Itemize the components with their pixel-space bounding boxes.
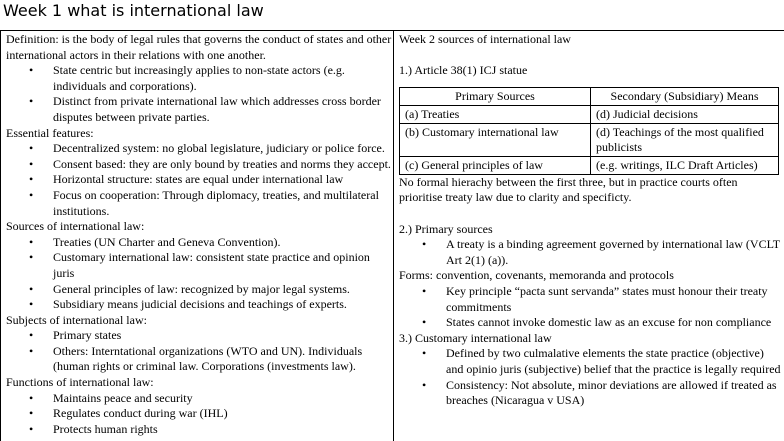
table-row xyxy=(400,123,779,156)
list-item: • Others: Interntational organizations (WTO and UN). Individuals (human rights or criminal law. Corporations (investments law). xyxy=(6,344,392,375)
page-title: Week 1 what is international law xyxy=(3,1,264,20)
week2-heading: Week 2 sources of international law xyxy=(399,32,571,46)
right-column xyxy=(399,32,783,409)
subjects-list xyxy=(6,328,392,375)
list-item: • States cannot invoke domestic law as an excuse for non compliance xyxy=(399,315,783,331)
list-item: • Regulates conduct during war (IHL) xyxy=(6,406,392,422)
list-item: • Consistency: Not absolute, minor deviations are allowed if treated as breaches (Nicaragua v USA) xyxy=(399,378,783,409)
list-item: • Subsidiary means judicial decisions and teachings of experts. xyxy=(6,297,392,313)
table-cell: (e.g. writings, ILC Draft Articles) xyxy=(591,156,779,174)
left-border xyxy=(0,30,1,441)
list-item: • Protects human rights xyxy=(6,422,392,438)
primary-heading: 2.) Primary sources xyxy=(399,221,493,236)
subjects-heading: Subjects of international law: xyxy=(6,312,147,327)
definition-list xyxy=(6,63,392,125)
table-cell: (b) Customary international law xyxy=(400,123,591,156)
list-item: • Horizontal structure: states are equal under international law xyxy=(6,172,392,188)
list-item: • State centric but increasingly applies to non-state actors (e.g. individuals and corporations). xyxy=(6,63,392,94)
table-row xyxy=(400,105,779,123)
top-rule xyxy=(0,30,784,31)
article-heading: 1.) Article 38(1) ICJ statue xyxy=(399,63,528,78)
list-item: • Defined by two culmalative elements the state practice (objective) and opinio juris (subjective) belief that the practice is legally required xyxy=(399,346,783,377)
table-cell: (d) Judicial decisions xyxy=(591,105,779,123)
customary-heading: 3.) Customary international law xyxy=(399,330,552,345)
table-row xyxy=(400,156,779,174)
customary-list xyxy=(399,346,783,408)
list-item: • Distinct from private international law which addresses cross border disputes between private parties. xyxy=(6,94,392,125)
list-item: • General principles of law: recognized by major legal systems. xyxy=(6,282,392,298)
sources-list xyxy=(6,235,392,313)
list-item: • Consent based: they are only bound by treaties and norms they accept. xyxy=(6,157,392,173)
list-item: • Maintains peace and security xyxy=(6,391,392,407)
forms-list xyxy=(399,284,783,331)
list-item: • Decentralized system: no global legislature, judiciary or police force. xyxy=(6,141,392,157)
features-heading: Essential features: xyxy=(6,125,94,140)
list-item: • A treaty is a binding agreement governed by international law (VCLT Art 2(1) (a)). xyxy=(399,237,783,268)
features-list xyxy=(6,141,392,219)
table-header-row xyxy=(400,87,779,105)
list-item: • Primary states xyxy=(6,328,392,344)
sources-table xyxy=(399,87,779,175)
table-header-cell: Secondary (Subsidiary) Means xyxy=(591,87,779,105)
functions-list xyxy=(6,391,392,438)
forms-line: Forms: convention, covenants, memoranda and protocols xyxy=(399,268,674,283)
table-cell: (a) Treaties xyxy=(400,105,591,123)
table-cell: (d) Teachings of the most qualified publicists xyxy=(591,123,779,156)
column-divider xyxy=(393,30,394,441)
list-item: • Key principle “pacta sunt servanda” states must honour their treaty commitments xyxy=(399,284,783,315)
primary-list xyxy=(399,237,783,268)
list-item: • Focus on cooperation: Through diplomacy, treaties, and multilateral institutions. xyxy=(6,188,392,219)
left-column xyxy=(6,32,392,437)
table-cell: (c) General principles of law xyxy=(400,156,591,174)
hierarchy-note: No formal hierachy between the first three, but in practice courts often prioritise treaty law due to clarity and specificty. xyxy=(399,174,738,205)
table-header-cell: Primary Sources xyxy=(400,87,591,105)
list-item: • Treaties (UN Charter and Geneva Convention). xyxy=(6,235,392,251)
list-item: • Customary international law: consistent state practice and opinion juris xyxy=(6,250,392,281)
functions-heading: Functions of international law: xyxy=(6,375,154,390)
sources-heading: Sources of international law: xyxy=(6,219,145,234)
definition-text: Definition: is the body of legal rules that governs the conduct of states and other international actors in their relations with one another. xyxy=(6,32,392,62)
